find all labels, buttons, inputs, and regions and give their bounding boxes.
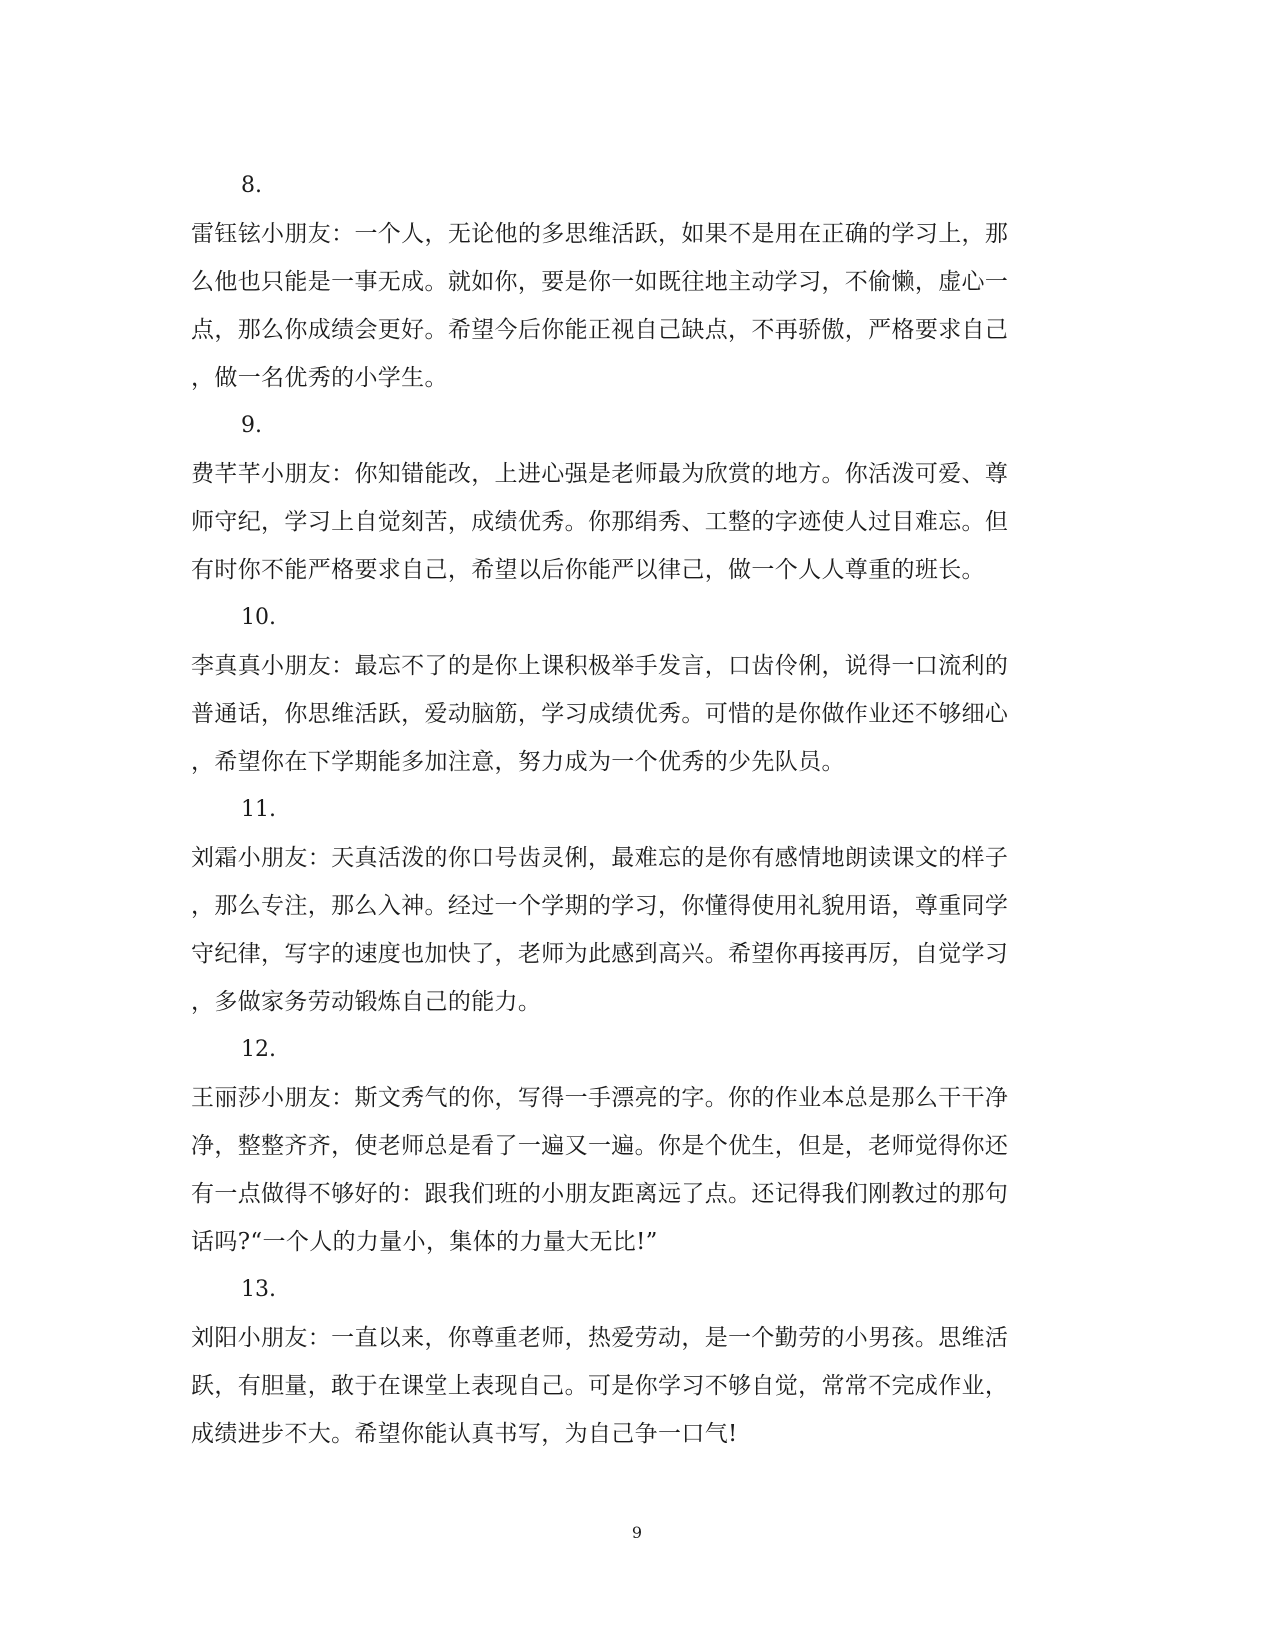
page-content: [191, 162, 1071, 1458]
entry-text-line: 雷钰铉小朋友：一个人，无论他的多思维活跃，如果不是用在正确的学习上，那: [191, 221, 1009, 247]
entry-number: 11.: [241, 797, 276, 822]
entry-text-line: 李真真小朋友：最忘不了的是你上课积极举手发言，口齿伶俐，说得一口流利的: [191, 653, 1009, 679]
page-number: 9: [631, 1523, 643, 1542]
entry-text-line: 师守纪，学习上自觉刻苦，成绩优秀。你那绢秀、工整的字迹使人过目难忘。但: [191, 509, 1009, 535]
entry-8: [191, 162, 1071, 402]
entry-11: [191, 786, 1071, 1026]
entry-text-line: ，做一名优秀的小学生。: [191, 365, 448, 391]
entry-text-line: 王丽莎小朋友：斯文秀气的你，写得一手漂亮的字。你的作业本总是那么干干净: [191, 1085, 1009, 1111]
entry-text-line: 有时你不能严格要求自己，希望以后你能严以律己，做一个人人尊重的班长。: [191, 557, 985, 583]
entry-text-line: ，多做家务劳动锻炼自己的能力。: [191, 989, 542, 1015]
entry-number: 13.: [241, 1277, 276, 1302]
entry-10: [191, 594, 1071, 786]
entry-number: 9.: [241, 413, 262, 438]
entry-text-line: 费芊芊小朋友：你知错能改，上进心强是老师最为欣赏的地方。你活泼可爱、尊: [191, 461, 1009, 487]
entry-number: 10.: [241, 605, 276, 630]
entry-number: 12.: [241, 1037, 276, 1062]
entry-number: 8.: [241, 173, 262, 198]
entry-text-line: 有一点做得不够好的：跟我们班的小朋友距离远了点。还记得我们刚教过的那句: [191, 1181, 1009, 1207]
entry-text-line: 么他也只能是一事无成。就如你，要是你一如既往地主动学习，不偷懒，虚心一: [191, 269, 1009, 295]
entry-text-line: 守纪律，写字的速度也加快了，老师为此感到高兴。希望你再接再厉，自觉学习: [191, 941, 1009, 967]
entry-text-line: 跃，有胆量，敢于在课堂上表现自己。可是你学习不够自觉，常常不完成作业，: [191, 1373, 1009, 1399]
entry-text-line: 净，整整齐齐，使老师总是看了一遍又一遍。你是个优生，但是，老师觉得你还: [191, 1133, 1009, 1159]
entry-9: [191, 402, 1071, 594]
entry-12: [191, 1026, 1071, 1266]
entry-text-line: 成绩进步不大。希望你能认真书写，为自己争一口气!: [191, 1421, 738, 1447]
entry-text-line: ，那么专注，那么入神。经过一个学期的学习，你懂得使用礼貌用语，尊重同学: [191, 893, 1009, 919]
entry-text-line: 点，那么你成绩会更好。希望今后你能正视自己缺点，不再骄傲，严格要求自己: [191, 317, 1009, 343]
entry-text-line: 刘霜小朋友：天真活泼的你口号齿灵俐，最难忘的是你有感情地朗读课文的样子: [191, 845, 1009, 871]
entry-13: [191, 1266, 1071, 1458]
entry-text-line: ，希望你在下学期能多加注意，努力成为一个优秀的少先队员。: [191, 749, 845, 775]
entry-text-line: 普通话，你思维活跃，爱动脑筋，学习成绩优秀。可惜的是你做作业还不够细心: [191, 701, 1009, 727]
entry-text-line: 刘阳小朋友：一直以来，你尊重老师，热爱劳动，是一个勤劳的小男孩。思维活: [191, 1325, 1009, 1351]
entry-text-line: 话吗?“一个人的力量小，集体的力量大无比!”: [191, 1229, 658, 1255]
